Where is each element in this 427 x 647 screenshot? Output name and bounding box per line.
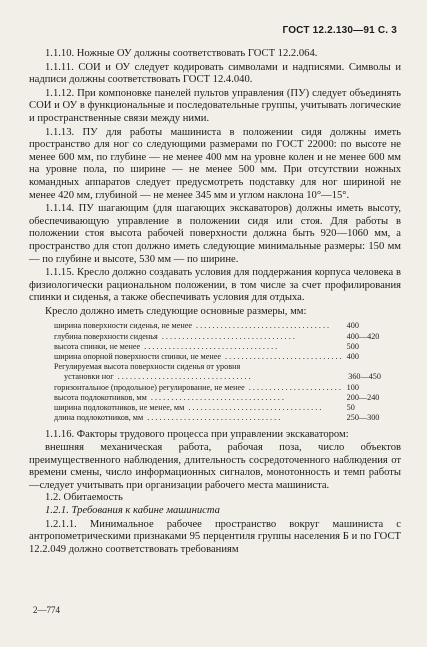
spec-row xyxy=(54,413,401,423)
spec-row xyxy=(54,372,401,382)
paragraph-1-1-11: 1.1.11. СОИ и ОУ следует кодировать символами и надписями. Символы и надписи должны соответствовать ГОСТ 12.4.040. xyxy=(29,61,401,86)
spec-row xyxy=(54,383,401,393)
spec-label: горизонтальное (продольное) регулирование, не менее xyxy=(54,382,245,392)
spec-row xyxy=(54,321,401,331)
paragraph-1-1-14: 1.1.14. ПУ шагающим (для шагающих экскаваторов) должны иметь высоту, обеспечивающую управление в положении сидя или стоя. Для работы в положении стоя высота рабочей поверхности должна быть 920—1060 мм, а пространство для стоп должно иметь следующие минимальные размеры: 150 мм — по глубине и высоте, 530 мм — по ширине. xyxy=(29,203,401,265)
spec-value: 400 xyxy=(346,352,359,362)
paragraph-1-1-13: 1.1.13. ПУ для работы машиниста в положении сидя должны иметь пространство для ног со следующими размерами по ГОСТ 22000: по высоте не менее 600 мм, по глубине — не менее 400 мм на уровне колен и не менее 600 мм на уровне пола, по ширине — не менее 500 мм. При отсутствии ножных командных аппаратов следует предусмотреть подставку для ног шириной не менее 420 мм, глубиной — не менее 345 мм и углом наклона 10°—15°. xyxy=(29,126,401,201)
spec-label: высота спинки, не менее xyxy=(54,341,141,351)
paragraph-1-1-15: 1.1.15. Кресло должно создавать условия для поддержания корпуса человека в физиологически рациональном положении, в том числе за счет профилирования спинки и сиденья, а также обеспечивать условия для отдыха. xyxy=(29,267,401,304)
spec-label: ширина подлокотников, не менее, мм xyxy=(54,403,185,413)
spec-label: ширина опорной поверхности спинки, не менее xyxy=(54,352,221,362)
spec-value: 500 xyxy=(346,341,359,351)
spec-value: 400 xyxy=(346,321,359,331)
chair-dimensions-list xyxy=(54,321,401,423)
spec-row xyxy=(54,342,401,352)
spec-label: ширина поверхности сиденья, не менее xyxy=(54,321,192,331)
section-heading-habitability: 1.2. Обитаемость xyxy=(45,492,123,504)
section-heading-cab-requirements: 1.2.1. Требования к кабине машиниста xyxy=(45,505,220,517)
paragraph-1-2-1-1: 1.2.1.1. Минимальное рабочее пространство вокруг машиниста с антропометрическими признаками 95 перцентиля группы населения Б и по ГОСТ 12.2.049 должно соответствовать требованиям xyxy=(29,518,401,555)
spec-row xyxy=(54,403,401,413)
spec-label: высота подлокотников, мм xyxy=(54,392,147,402)
page-footer-mark: 2—774 xyxy=(33,605,60,615)
paragraph-1-1-10: 1.1.10. Ножные ОУ должны соответствовать ГОСТ 12.2.064. xyxy=(45,48,318,59)
document-body xyxy=(29,48,401,556)
spec-value: 50 xyxy=(346,403,355,413)
spec-value: 100 xyxy=(346,382,359,392)
spec-value: 200—240 xyxy=(346,392,380,402)
spec-label: длина подлокотников, мм xyxy=(54,413,144,423)
spec-row xyxy=(54,362,401,372)
spec-row xyxy=(54,393,401,403)
spec-label: Регулируемая высота поверхности сиденья от уровня xyxy=(54,362,241,372)
spec-value: 400—420 xyxy=(346,331,380,341)
spec-label: установки ног xyxy=(64,372,114,382)
spec-value: 250—300 xyxy=(346,413,380,423)
spec-row xyxy=(54,352,401,362)
page-header: ГОСТ 12.2.130—91 С. 3 xyxy=(282,25,397,36)
paragraph-factors: внешняя механическая работа, рабочая поза, число объектов преимущественного наблюдения, длительность сосредоточенного наблюдения от времени смены, число информационных сигналов, монотонность и темп работы—следует учитывать при организации рабочего места машиниста. xyxy=(29,442,401,491)
spec-label: глубина поверхности сиденья xyxy=(54,331,158,341)
spec-row xyxy=(54,332,401,342)
paragraph-chair-sizes-intro: Кресло должно иметь следующие основные размеры, мм: xyxy=(45,305,307,317)
spec-value: 360—450 xyxy=(348,372,381,382)
paragraph-1-1-12: 1.1.12. При компоновке панелей пультов управления (ПУ) следует объединять СОИ и ОУ в функциональные и последовательные группы, учитывать логические и пространственные связи между ними. xyxy=(29,87,401,124)
paragraph-1-1-16: 1.1.16. Факторы трудового процесса при управлении экскаватором: xyxy=(45,428,349,440)
